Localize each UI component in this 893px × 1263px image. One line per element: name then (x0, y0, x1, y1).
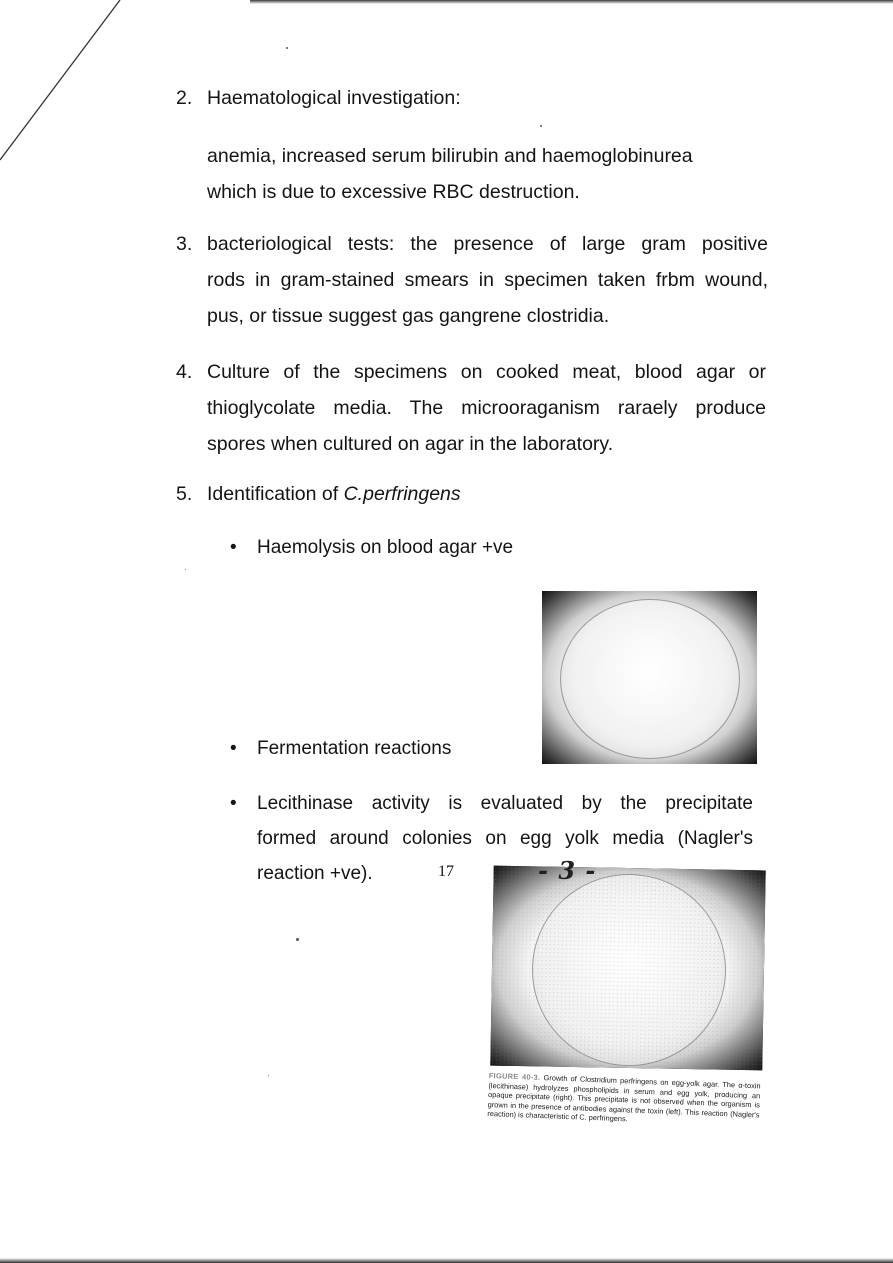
item-line: pus, or tissue suggest gas gangrene clostridia. (207, 305, 610, 327)
item-line: anemia, increased serum bilirubin and haemoglobinurea (207, 145, 693, 167)
item-line: bacteriological tests: the presence of large gram positive (207, 233, 768, 255)
handwritten-page-number: - 3 - (538, 856, 597, 885)
item-number: 2. (176, 87, 193, 109)
scan-edge-top (250, 0, 893, 4)
scan-speck (296, 938, 299, 941)
bullet-text: Fermentation reactions (257, 738, 452, 759)
bullet-symbol: • (230, 793, 237, 814)
petri-dish (560, 599, 740, 759)
colony-texture (490, 866, 765, 1071)
bullet-haemolysis (230, 530, 550, 565)
list-item-haematological (176, 80, 776, 210)
item-line: rods in gram-stained smears in specimen taken frbm wound, (207, 269, 768, 291)
item-number: 4. (176, 361, 193, 383)
bullet-symbol: • (230, 738, 237, 759)
scan-speck (286, 47, 288, 49)
bullet-line: Lecithinase activity is evaluated by the precipitate (257, 793, 753, 814)
scan-edge-bottom (0, 1258, 893, 1263)
item-line: thioglycolate media. The microoraganism raraely produce (207, 397, 766, 419)
bullet-symbol: • (230, 537, 237, 558)
figure-caption (487, 1071, 761, 1129)
item-number: 3. (176, 233, 193, 255)
egg-yolk-agar-plate-photo (490, 866, 765, 1071)
scan-speck (268, 1075, 269, 1076)
scan-speck (185, 569, 186, 570)
figure-label: FIGURE 40-3. (488, 1071, 541, 1082)
bullet-line: formed around colonies on egg yolk media (Nagler's (257, 828, 753, 849)
item-line: Culture of the specimens on cooked meat, blood agar or (207, 361, 766, 383)
bullet-line: reaction +ve). (257, 863, 373, 884)
item-line: spores when cultured on agar in the laboratory. (207, 433, 614, 455)
list-item-bacteriological (176, 226, 768, 334)
item-text: Identification of (207, 483, 344, 505)
list-item-culture (176, 354, 766, 462)
list-item-identification (176, 476, 776, 512)
figure-caption-text: Growth of Clostridium perfringens on egg-yolk agar. The α-toxin (lecithinase) hydrolyzes phospholipids in serum and egg yolk, producing an opaque precipitate (right). This precipitate is not observed when the organism is grown in the presence of antibodies against the toxin (left). This reaction (Nagler's reaction) is characteristic of C. perfringens. (487, 1073, 761, 1124)
bullet-text: Haemolysis on blood agar +ve (257, 537, 514, 558)
item-number: 5. (176, 483, 193, 505)
item-line: which is due to excessive RBC destruction. (207, 181, 580, 203)
blood-agar-plate-photo (542, 591, 757, 764)
page-number: 17 (438, 863, 454, 880)
organism-name: C.perfringens (343, 483, 461, 505)
bullet-fermentation (230, 731, 490, 766)
item-heading: Haematological investigation: (207, 87, 461, 109)
page-fold-mark (0, 0, 130, 170)
